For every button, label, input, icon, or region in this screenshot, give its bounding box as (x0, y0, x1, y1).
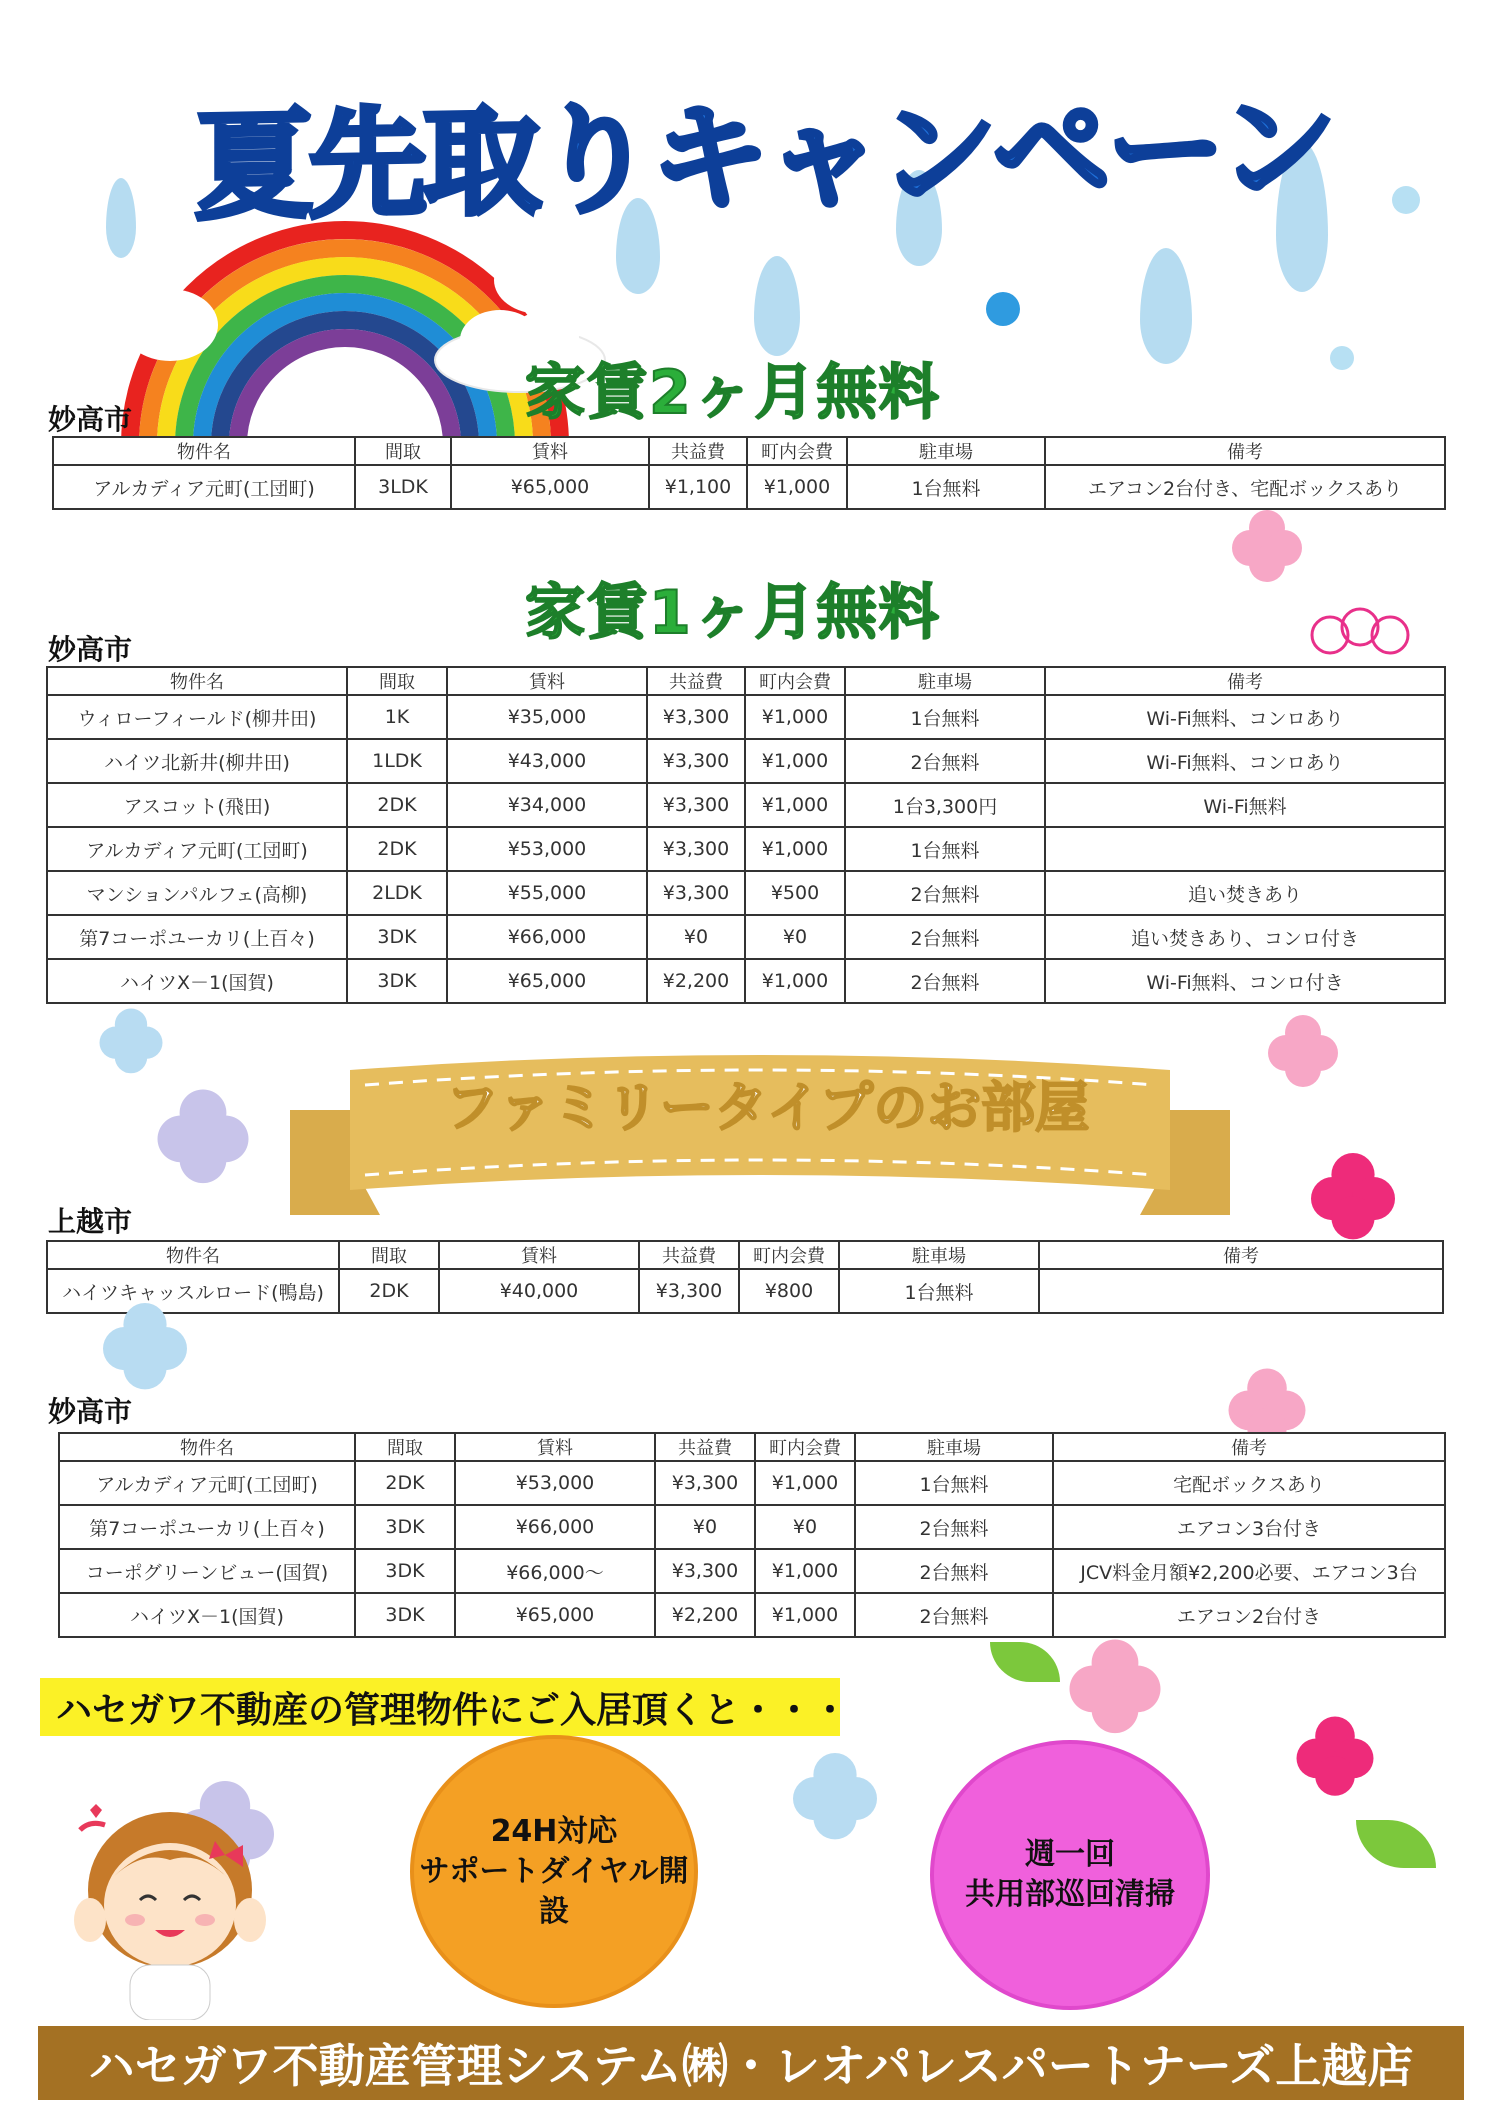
column-header: 備考 (1039, 1241, 1443, 1269)
section1-heading: 家賃2ヶ月無料 (525, 358, 941, 428)
section4-table (58, 1432, 1446, 1638)
column-header: 共益費 (639, 1241, 739, 1269)
column-header: 間取 (355, 437, 451, 465)
benefit-circle-cleaning (930, 1740, 1210, 2010)
leaf-decoration (990, 1642, 1060, 1682)
section4-table-head (59, 1433, 1445, 1461)
table-cell: ¥65,000 (447, 959, 647, 1003)
table-row (53, 465, 1445, 509)
table-cell: ¥34,000 (447, 783, 647, 827)
table-cell: ハイツキャッスルロード(鴨島) (47, 1269, 339, 1313)
column-header: 間取 (339, 1241, 439, 1269)
column-header: 駐車場 (847, 437, 1045, 465)
table-row (47, 1269, 1443, 1313)
table-cell: ¥65,000 (451, 465, 649, 509)
column-header: 物件名 (47, 667, 347, 695)
table-cell: 2台無料 (855, 1549, 1053, 1593)
table-header-row (47, 1241, 1443, 1269)
table-row (47, 915, 1445, 959)
table-cell: 2台無料 (845, 959, 1045, 1003)
table-cell: 1台無料 (847, 465, 1045, 509)
table-cell: 第7コーポユーカリ(上百々) (59, 1505, 355, 1549)
table-cell: 2DK (339, 1269, 439, 1313)
section2-table (46, 666, 1446, 1004)
table-cell: エアコン3台付き (1053, 1505, 1445, 1549)
raindrop-dot (986, 292, 1020, 326)
column-header: 町内会費 (745, 667, 845, 695)
benefits-intro-band (40, 1678, 849, 1736)
table-cell: ¥1,000 (745, 783, 845, 827)
flower-decoration (100, 1009, 163, 1072)
table-cell: ¥43,000 (447, 739, 647, 783)
table-cell: ¥1,000 (755, 1593, 855, 1637)
column-header: 駐車場 (845, 667, 1045, 695)
section4-city: 妙高市 (48, 1395, 133, 1428)
table-cell: ¥3,300 (647, 739, 745, 783)
table-cell: 3DK (355, 1549, 455, 1593)
column-header: 間取 (347, 667, 447, 695)
table-row (47, 783, 1445, 827)
table-row (59, 1549, 1445, 1593)
table-cell: ¥1,000 (755, 1461, 855, 1505)
table-cell: ¥66,000 (455, 1505, 655, 1549)
table-cell: 追い焚きあり (1045, 871, 1445, 915)
table-cell: ¥66,000～ (455, 1549, 655, 1593)
table-cell: 3DK (355, 1593, 455, 1637)
table-cell: ハイツX－1(国賀) (47, 959, 347, 1003)
section1-city: 妙高市 (48, 403, 133, 436)
table-cell: ¥0 (755, 1505, 855, 1549)
flower-decoration (158, 1090, 249, 1181)
flower-decoration (1268, 1015, 1338, 1085)
table-cell: 3DK (347, 959, 447, 1003)
table-cell: 1台無料 (845, 827, 1045, 871)
table-cell: コーポグリーンビュー(国賀) (59, 1549, 355, 1593)
table-cell: ¥1,100 (649, 465, 747, 509)
table-cell: 2台無料 (855, 1593, 1053, 1637)
table-cell: ¥1,000 (745, 695, 845, 739)
table-cell: 1LDK (347, 739, 447, 783)
table-cell: ウィローフィールド(柳井田) (47, 695, 347, 739)
table-cell: ¥1,000 (745, 959, 845, 1003)
table-cell: ¥53,000 (455, 1461, 655, 1505)
table-cell: 宅配ボックスあり (1053, 1461, 1445, 1505)
table-cell: ¥3,300 (647, 695, 745, 739)
column-header: 町内会費 (739, 1241, 839, 1269)
table-cell: 3DK (355, 1505, 455, 1549)
table-cell: 2台無料 (845, 915, 1045, 959)
column-header: 賃料 (455, 1433, 655, 1461)
table-cell: ¥0 (655, 1505, 755, 1549)
table-cell: ¥3,300 (639, 1269, 739, 1313)
table-cell: Wi-Fi無料、コンロ付き (1045, 959, 1445, 1003)
column-header: 町内会費 (755, 1433, 855, 1461)
table-cell: ハイツ北新井(柳井田) (47, 739, 347, 783)
flower-decoration (1070, 1640, 1161, 1731)
girl-illustration (50, 1770, 290, 2020)
table-cell: ¥1,000 (755, 1549, 855, 1593)
table-cell: ¥1,000 (745, 827, 845, 871)
table-cell: 3LDK (355, 465, 451, 509)
column-header: 駐車場 (855, 1433, 1053, 1461)
section3-table-head (47, 1241, 1443, 1269)
table-cell: ¥500 (745, 871, 845, 915)
section1-table-body (53, 465, 1445, 509)
table-cell: 第7コーポユーカリ(上百々) (47, 915, 347, 959)
campaign-title: 夏先取りキャンペーン (195, 78, 1333, 236)
benefit-cleaning-line1: 週一回 (1025, 1837, 1115, 1872)
benefit-support-line1: 24H対応 (490, 1813, 618, 1849)
column-header: 賃料 (447, 667, 647, 695)
section3-table (46, 1240, 1444, 1314)
section3-table-body (47, 1269, 1443, 1313)
column-header: 共益費 (649, 437, 747, 465)
section1-table (52, 436, 1446, 510)
table-cell: 1台3,300円 (845, 783, 1045, 827)
banner-title: ファミリータイプのお部屋 (445, 1076, 1090, 1139)
section2-heading: 家賃1ヶ月無料 (525, 578, 941, 648)
column-header: 物件名 (53, 437, 355, 465)
section3-city: 上越市 (48, 1205, 133, 1238)
table-row (59, 1593, 1445, 1637)
table-cell: ¥0 (647, 915, 745, 959)
section1-table-head (53, 437, 1445, 465)
column-header: 賃料 (439, 1241, 639, 1269)
table-cell: ハイツX－1(国賀) (59, 1593, 355, 1637)
table-cell: アルカディア元町(工団町) (59, 1461, 355, 1505)
column-header: 物件名 (59, 1433, 355, 1461)
benefit-support-line2: サポートダイヤル開設 (419, 1853, 689, 1929)
table-row (47, 827, 1445, 871)
table-cell (1045, 827, 1445, 871)
table-cell: ¥66,000 (447, 915, 647, 959)
raindrop-dot (1330, 346, 1354, 370)
column-header: 共益費 (655, 1433, 755, 1461)
section4-table-body (59, 1461, 1445, 1637)
column-header: 備考 (1053, 1433, 1445, 1461)
benefit-cleaning-line2: 共用部巡回清掃 (965, 1877, 1175, 1912)
table-cell: 1台無料 (855, 1461, 1053, 1505)
table-cell: 2DK (347, 783, 447, 827)
table-cell: Wi-Fi無料 (1045, 783, 1445, 827)
table-cell: ¥1,000 (747, 465, 847, 509)
flower-decoration (1297, 1717, 1374, 1794)
column-header: 町内会費 (747, 437, 847, 465)
flower-decoration (793, 1753, 877, 1837)
flower-decoration (1311, 1153, 1395, 1237)
table-cell: Wi-Fi無料、コンロあり (1045, 695, 1445, 739)
table-cell: JCV料金月額¥2,200必要、エアコン3台 (1053, 1549, 1445, 1593)
flower-outline-decoration (1300, 605, 1420, 675)
table-row (59, 1461, 1445, 1505)
table-cell: ¥3,300 (647, 783, 745, 827)
table-row (47, 695, 1445, 739)
footer-company: ハセガワ不動産管理システム㈱・レオパレスパートナーズ上越店 (88, 2039, 1414, 2093)
table-cell: ¥800 (739, 1269, 839, 1313)
table-cell: 2台無料 (855, 1505, 1053, 1549)
raindrop-decoration (754, 256, 800, 356)
table-cell: ¥53,000 (447, 827, 647, 871)
table-cell: ¥3,300 (647, 827, 745, 871)
table-cell: アルカディア元町(工団町) (53, 465, 355, 509)
table-header-row (47, 667, 1445, 695)
flower-decoration (1232, 510, 1302, 580)
section2-city: 妙高市 (48, 633, 133, 666)
table-cell: ¥40,000 (439, 1269, 639, 1313)
table-cell (1039, 1269, 1443, 1313)
table-cell: 2台無料 (845, 739, 1045, 783)
table-cell: エアコン2台付き、宅配ボックスあり (1045, 465, 1445, 509)
table-header-row (59, 1433, 1445, 1461)
footer-bar (38, 2026, 1464, 2100)
raindrop-dot (1392, 186, 1420, 214)
section2-table-body (47, 695, 1445, 1003)
column-header: 駐車場 (839, 1241, 1039, 1269)
benefit-circle-support (410, 1735, 698, 2008)
table-cell: ¥1,000 (745, 739, 845, 783)
table-cell: 1台無料 (845, 695, 1045, 739)
table-header-row (53, 437, 1445, 465)
table-cell: 1台無料 (839, 1269, 1039, 1313)
table-cell: 2台無料 (845, 871, 1045, 915)
table-cell: 3DK (347, 915, 447, 959)
table-cell: 2DK (355, 1461, 455, 1505)
table-cell: 1K (347, 695, 447, 739)
table-cell: マンションパルフェ(高柳) (47, 871, 347, 915)
table-cell: 2LDK (347, 871, 447, 915)
column-header: 賃料 (451, 437, 649, 465)
table-cell: ¥65,000 (455, 1593, 655, 1637)
flower-decoration (103, 1303, 187, 1387)
table-cell: ¥3,300 (647, 871, 745, 915)
table-cell: ¥2,200 (655, 1593, 755, 1637)
table-cell: Wi-Fi無料、コンロあり (1045, 739, 1445, 783)
table-cell: ¥35,000 (447, 695, 647, 739)
table-row (59, 1505, 1445, 1549)
table-cell: 追い焚きあり、コンロ付き (1045, 915, 1445, 959)
column-header: 備考 (1045, 667, 1445, 695)
column-header: 物件名 (47, 1241, 339, 1269)
table-cell: アルカディア元町(工団町) (47, 827, 347, 871)
table-cell: ¥3,300 (655, 1461, 755, 1505)
column-header: 間取 (355, 1433, 455, 1461)
table-row (47, 871, 1445, 915)
column-header: 共益費 (647, 667, 745, 695)
table-row (47, 739, 1445, 783)
table-cell: ¥3,300 (655, 1549, 755, 1593)
benefits-intro: ハセガワ不動産の管理物件にご入居頂くと・・・ (56, 1689, 849, 1731)
leaf-decoration (1356, 1820, 1436, 1868)
table-cell: アスコット(飛田) (47, 783, 347, 827)
column-header: 備考 (1045, 437, 1445, 465)
section2-table-head (47, 667, 1445, 695)
table-cell: ¥55,000 (447, 871, 647, 915)
table-cell: ¥2,200 (647, 959, 745, 1003)
table-cell: エアコン2台付き (1053, 1593, 1445, 1637)
table-cell: 2DK (347, 827, 447, 871)
raindrop-decoration (1140, 248, 1192, 364)
table-cell: ¥0 (745, 915, 845, 959)
table-row (47, 959, 1445, 1003)
